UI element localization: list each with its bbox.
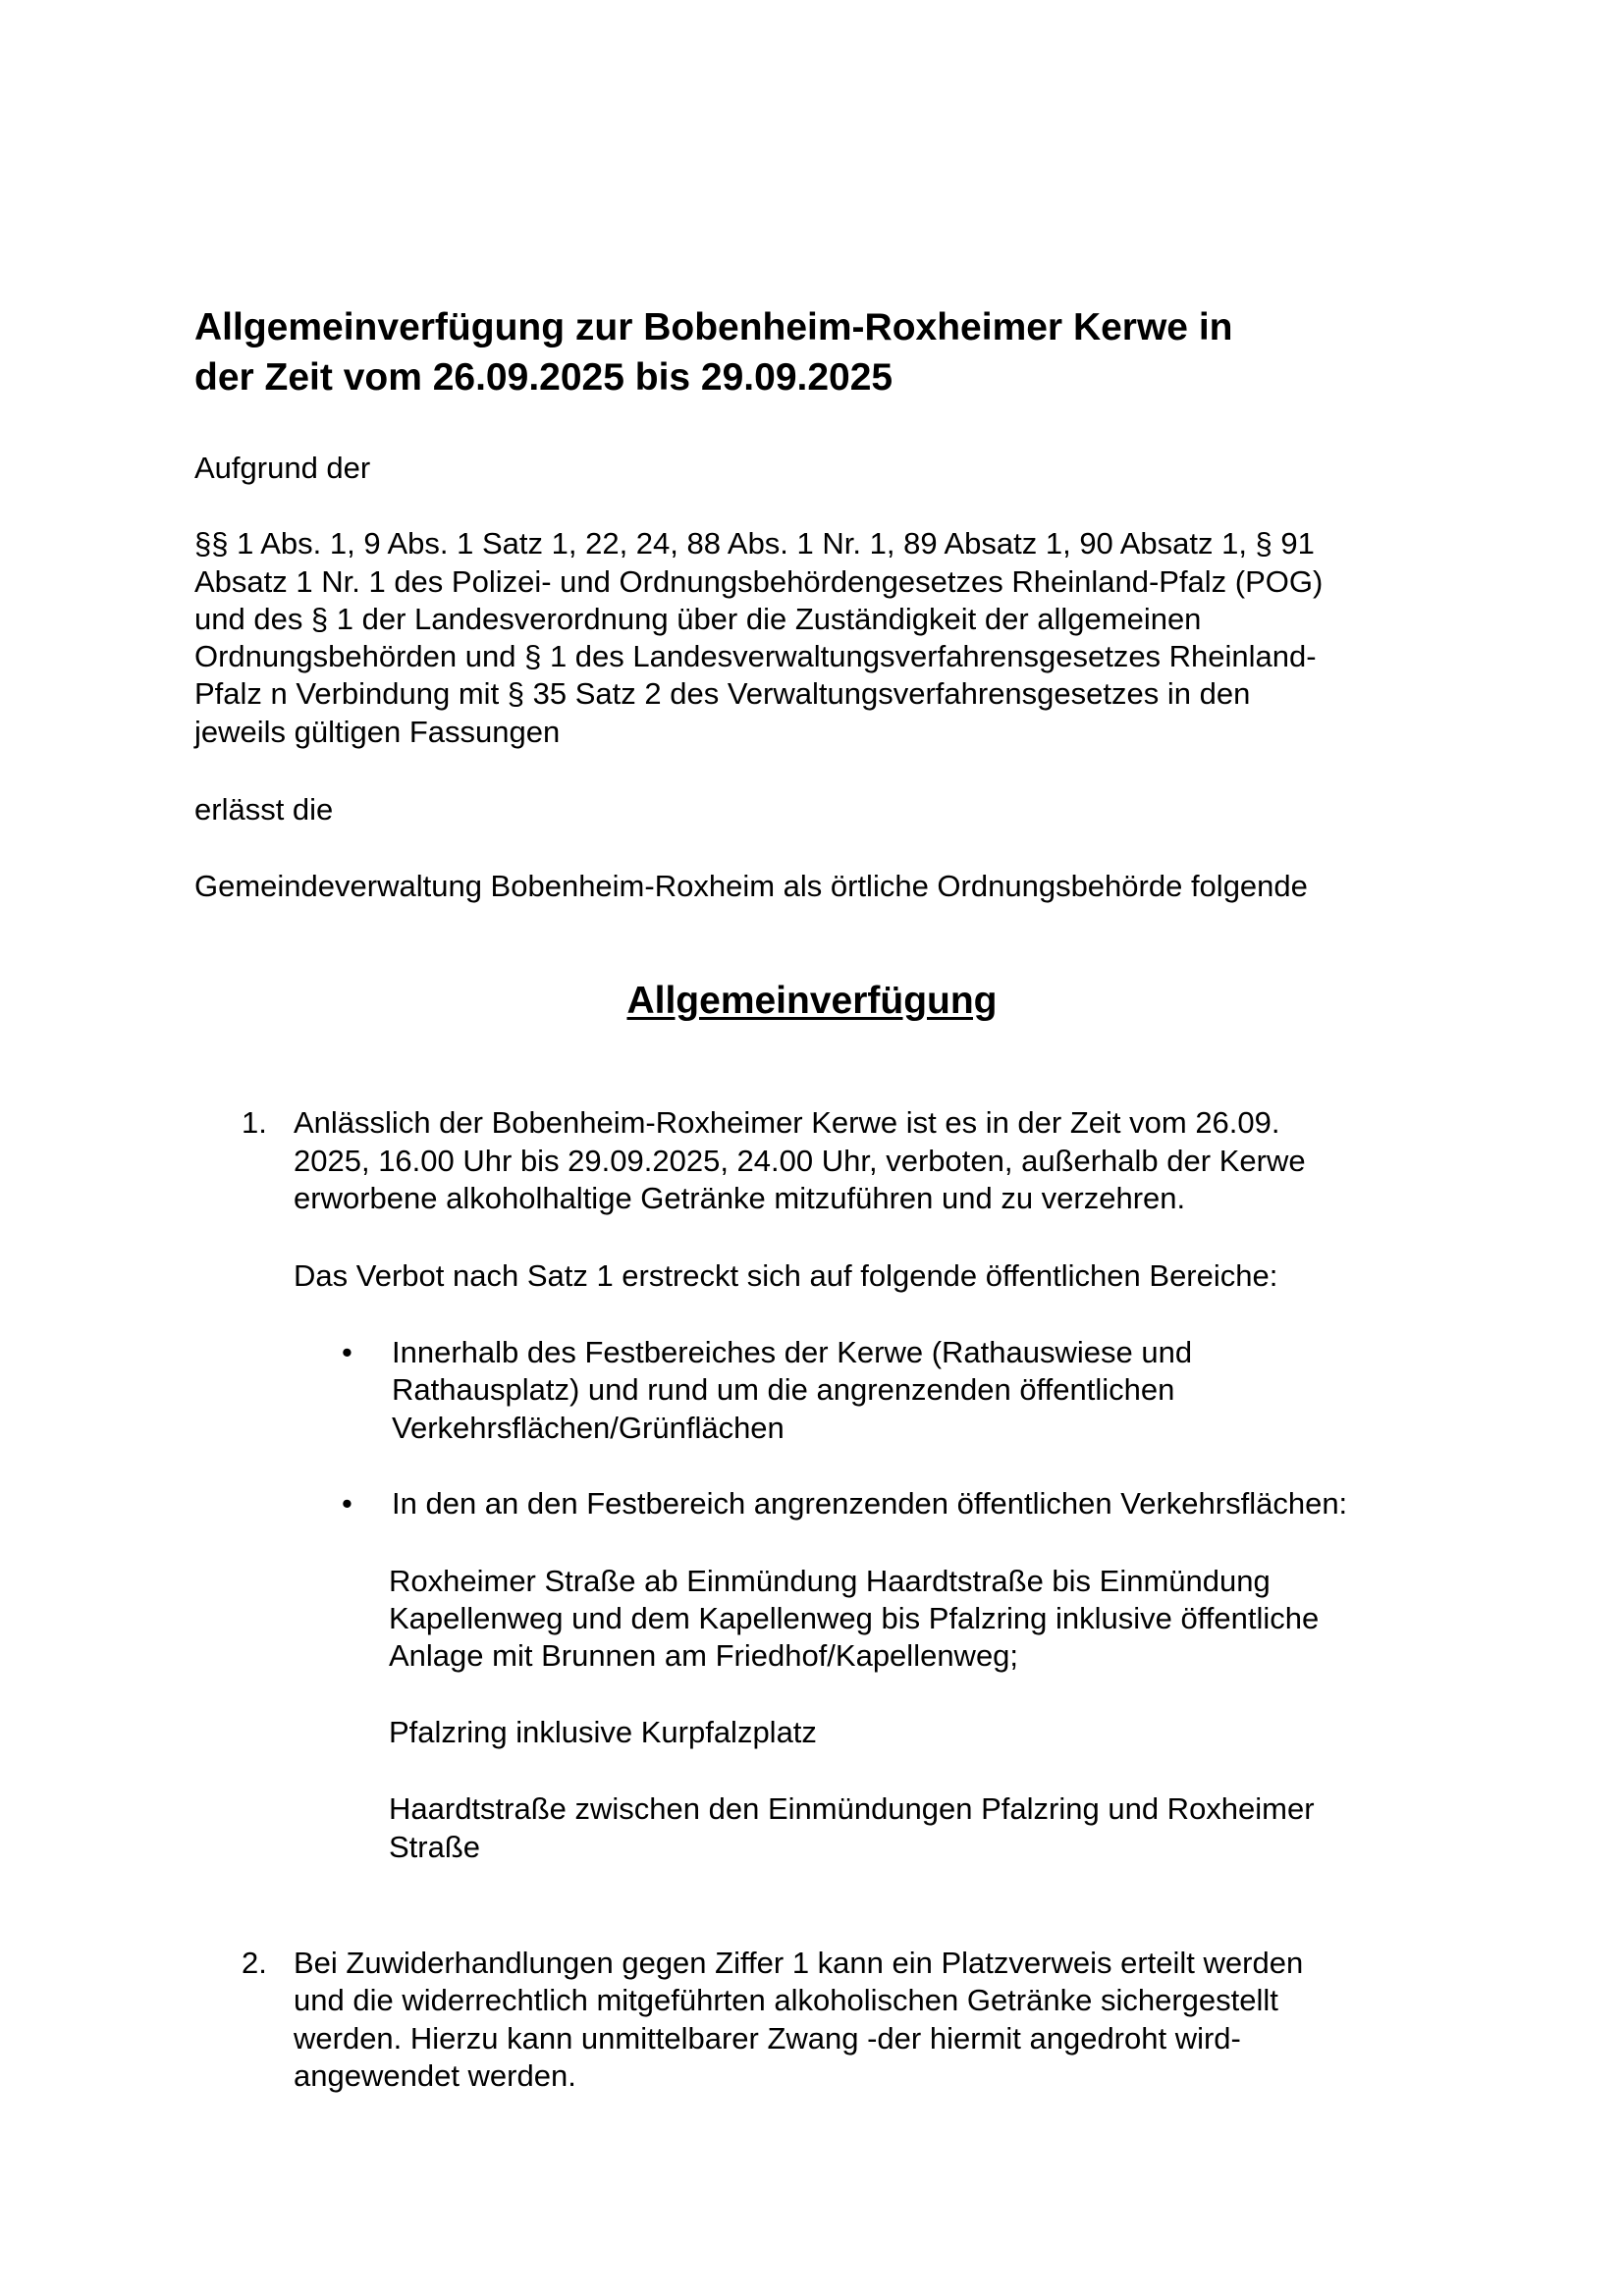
list-number: 2. (242, 1946, 267, 1980)
section-heading: Allgemeinverfügung (626, 980, 998, 1022)
legal-basis-line: Pfalz n Verbindung mit § 35 Satz 2 des Verwaltungsverfahrensgesetzes in den (194, 676, 1251, 711)
bullet1-line: Innerhalb des Festbereiches der Kerwe (Rathauswiese und (392, 1335, 1193, 1369)
list-number: 1. (242, 1105, 267, 1140)
intro-text: Aufgrund der (194, 451, 371, 485)
bullet1-line: Verkehrsflächen/Grünflächen (392, 1411, 785, 1445)
street1-line: Kapellenweg und dem Kapellenweg bis Pfalzring inklusive öffentliche (389, 1601, 1320, 1635)
bullet-symbol: • (342, 1486, 352, 1521)
item2-line: und die widerrechtlich mitgeführten alkoholischen Getränke sichergestellt (294, 1983, 1278, 2017)
item1-scope: Das Verbot nach Satz 1 erstreckt sich auf folgende öffentlichen Bereiche: (294, 1258, 1278, 1293)
street1-line: Roxheimer Straße ab Einmündung Haardtstraße bis Einmündung (389, 1564, 1271, 1598)
legal-basis-line: §§ 1 Abs. 1, 9 Abs. 1 Satz 1, 22, 24, 88 Abs. 1 Nr. 1, 89 Absatz 1, 90 Absatz 1, § 91 (194, 526, 1315, 561)
bullet-symbol: • (342, 1335, 352, 1369)
legal-basis-line: Absatz 1 Nr. 1 des Polizei- und Ordnungsbehördengesetzes Rheinland-Pfalz (POG) (194, 564, 1324, 599)
street1-line: Anlage mit Brunnen am Friedhof/Kapellenweg; (389, 1638, 1019, 1673)
item2-line: Bei Zuwiderhandlungen gegen Ziffer 1 kann ein Platzverweis erteilt werden (294, 1946, 1304, 1980)
street2-text: Pfalzring inklusive Kurpfalzplatz (389, 1715, 817, 1749)
street3-line: Straße (389, 1830, 481, 1864)
title-line: Allgemeinverfügung zur Bobenheim-Roxheimer Kerwe in (194, 306, 1233, 348)
bullet1-line: Rathausplatz) und rund um die angrenzenden öffentlichen (392, 1372, 1175, 1407)
street3-line: Haardtstraße zwischen den Einmündungen Pfalzring und Roxheimer (389, 1791, 1315, 1826)
document-title (194, 302, 1432, 402)
bullet2-text: In den an den Festbereich angrenzenden öffentlichen Verkehrsflächen: (392, 1486, 1348, 1521)
legal-basis-line: und des § 1 der Landesverordnung über die Zuständigkeit der allgemeinen (194, 602, 1202, 636)
authority-text: Gemeindeverwaltung Bobenheim-Roxheim als örtliche Ordnungsbehörde folgende (194, 869, 1308, 903)
item1-line: erworbene alkoholhaltige Getränke mitzuführen und zu verzehren. (294, 1181, 1186, 1215)
item2-line: angewendet werden. (294, 2058, 576, 2093)
issues-text: erlässt die (194, 792, 334, 827)
item1-line: Anlässlich der Bobenheim-Roxheimer Kerwe ist es in der Zeit vom 26.09. (294, 1105, 1280, 1140)
legal-basis-line: Ordnungsbehörden und § 1 des Landesverwaltungsverfahrensgesetzes Rheinland- (194, 639, 1317, 673)
item2-line: werden. Hierzu kann unmittelbarer Zwang -der hiermit angedroht wird- (294, 2021, 1241, 2056)
legal-basis-line: jeweils gültigen Fassungen (194, 715, 561, 749)
title-line: der Zeit vom 26.09.2025 bis 29.09.2025 (194, 356, 893, 399)
item1-line: 2025, 16.00 Uhr bis 29.09.2025, 24.00 Uhr, verboten, außerhalb der Kerwe (294, 1144, 1306, 1178)
